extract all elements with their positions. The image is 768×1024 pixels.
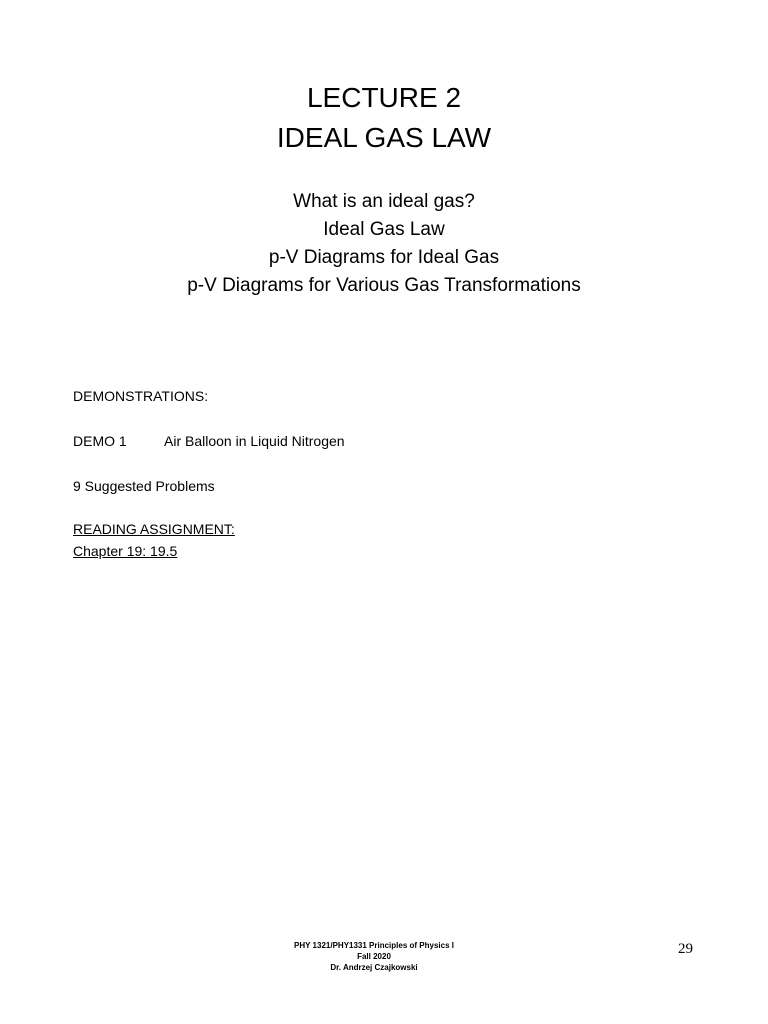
footer-term: Fall 2020 xyxy=(357,952,391,961)
footer-author: Dr. Andrzej Czajkowski xyxy=(330,963,418,972)
demo-description: Air Balloon in Liquid Nitrogen xyxy=(164,433,345,449)
page-footer xyxy=(0,940,748,973)
lecture-number: LECTURE 2 xyxy=(306,82,462,113)
page-number: 29 xyxy=(678,941,693,957)
demo-label: DEMO 1 xyxy=(73,433,127,449)
topic-item: p-V Diagrams for Ideal Gas xyxy=(268,247,500,268)
demonstrations-heading: DEMONSTRATIONS: xyxy=(73,388,209,404)
footer-course: PHY 1321/PHY1331 Principles of Physics I xyxy=(294,941,454,950)
topic-item: What is an ideal gas? xyxy=(293,191,475,212)
suggested-problems: 9 Suggested Problems xyxy=(73,478,215,494)
reading-assignment-chapter: Chapter 19: 19.5 xyxy=(73,543,178,559)
topic-item: Ideal Gas Law xyxy=(323,219,445,240)
topic-item: p-V Diagrams for Various Gas Transformations xyxy=(187,275,581,296)
reading-assignment-heading: READING ASSIGNMENT: xyxy=(73,521,235,537)
topic-list xyxy=(0,188,768,300)
lecture-title: IDEAL GAS LAW xyxy=(276,122,492,153)
demo-item xyxy=(73,432,345,450)
